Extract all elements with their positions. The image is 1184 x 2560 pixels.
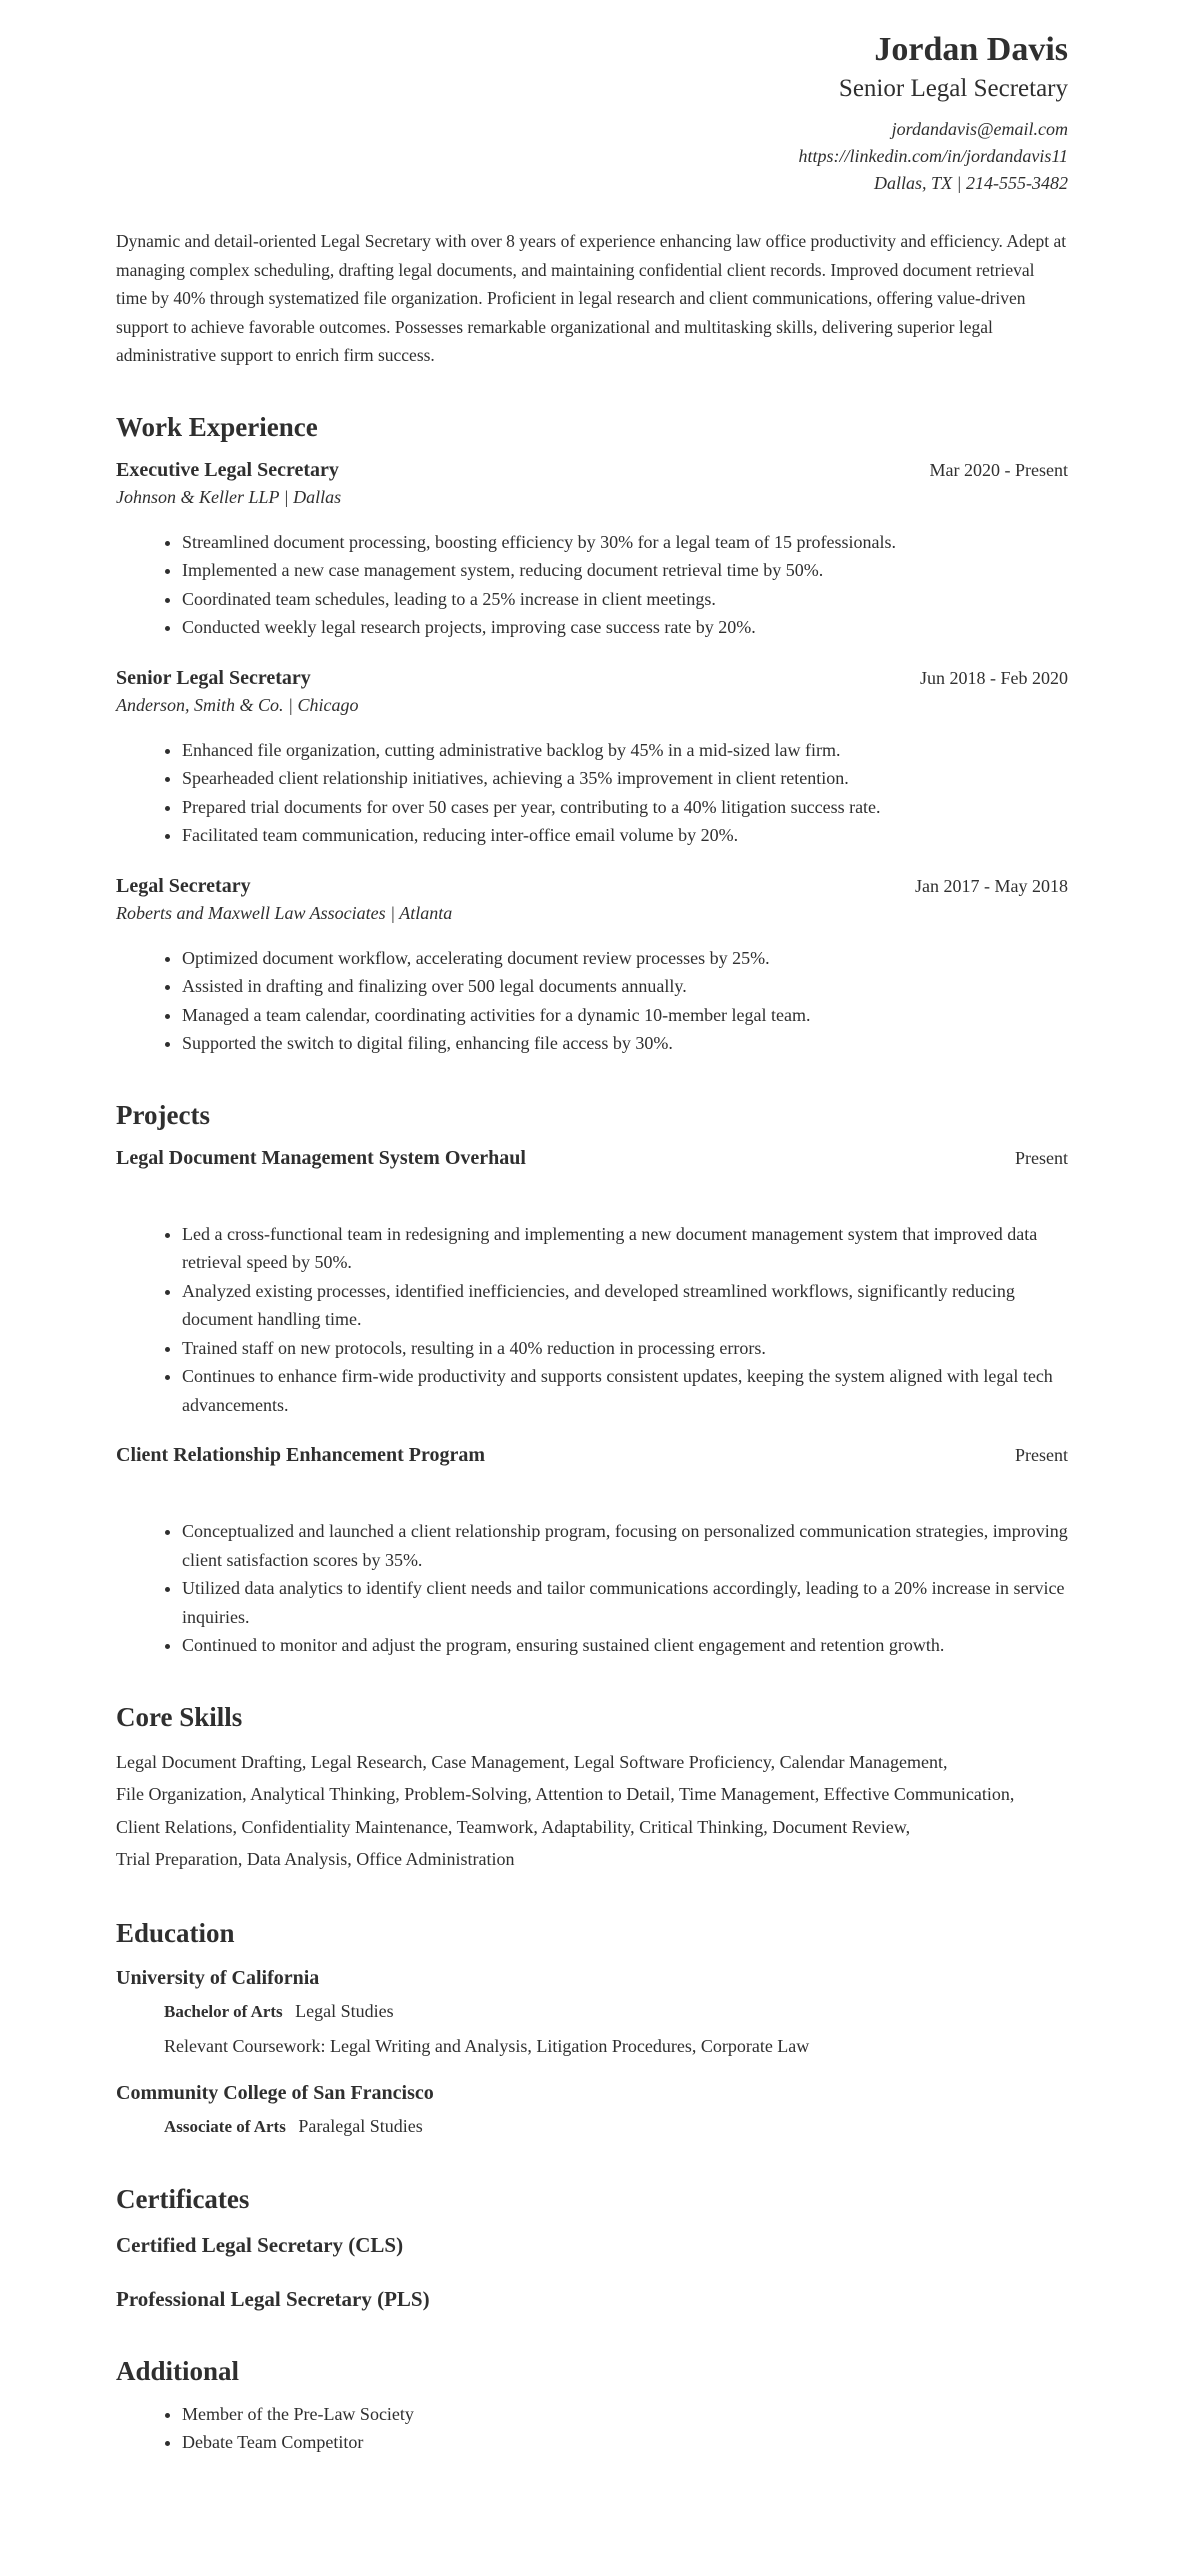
section-heading-certificates: Certificates <box>116 2183 250 2214</box>
job-title: Senior Legal Secretary <box>116 666 311 689</box>
job-title: Legal Secretary <box>116 874 251 897</box>
list-item: • Implemented a new case management system, reducing document retrieval time by 50%. <box>182 556 1068 585</box>
project-bullets <box>116 1220 1068 1420</box>
list-item: • Continues to enhance firm-wide productivity and supports consistent updates, keeping the system aligned with legal tech advancements. <box>182 1362 1068 1419</box>
list-item: • Spearheaded client relationship initiatives, achieving a 35% improvement in client retention. <box>182 764 1068 793</box>
list-item: • Enhanced file organization, cutting administrative backlog by 45% in a mid-sized law firm. <box>182 736 1068 765</box>
experience-entry <box>116 456 1068 642</box>
section-heading-additional: Additional <box>116 2355 240 2386</box>
section-heading-projects: Projects <box>116 1099 210 1130</box>
list-item: • Prepared trial documents for over 50 cases per year, contributing to a 40% litigation success rate. <box>182 793 1068 822</box>
list-item: • Member of the Pre-Law Society <box>182 2400 1068 2429</box>
additional-list <box>116 2400 1068 2457</box>
job-company: Roberts and Maxwell Law Associates | Atlanta <box>116 902 453 923</box>
skills-line: Client Relations, Confidentiality Maintenance, Teamwork, Adaptability, Critical Thinking, Document Review, <box>116 1816 911 1837</box>
project-title: Legal Document Management System Overhaul <box>116 1146 526 1169</box>
job-bullets <box>116 528 1068 642</box>
job-title: Executive Legal Secretary <box>116 458 339 481</box>
contact-location-phone: Dallas, TX | 214-555-3482 <box>874 173 1068 193</box>
summary-paragraph: Dynamic and detail-oriented Legal Secretary with over 8 years of experience enhancing law office productivity and efficiency. Adept at managing complex scheduling, drafting legal documents, and maintaining confidential client records. Improved document retrieval time by 40% through systematized file organization. Proficient in legal research and client communications, offering value-driven support to achieve favorable outcomes. Possesses remarkable organizational and multitasking skills, delivering superior legal administrative support to enrich firm success. <box>116 231 1067 365</box>
degree-name: Associate of Arts <box>164 2116 286 2136</box>
job-bullets <box>116 736 1068 850</box>
list-item: • Coordinated team schedules, leading to a 25% increase in client meetings. <box>182 585 1068 614</box>
list-item: • Facilitated team communication, reducing inter-office email volume by 20%. <box>182 821 1068 850</box>
education-entry <box>116 1964 1068 2061</box>
list-item: • Conducted weekly legal research projects, improving case success rate by 20%. <box>182 613 1068 642</box>
job-date: Jun 2018 - Feb 2020 <box>920 667 1068 688</box>
list-item: • Debate Team Competitor <box>182 2428 1068 2457</box>
skills-line: Legal Document Drafting, Legal Research, Case Management, Legal Software Proficiency, Calendar Management, <box>116 1751 948 1772</box>
job-company: Anderson, Smith & Co. | Chicago <box>116 694 359 715</box>
project-date: Present <box>1015 1147 1068 1168</box>
list-item: • Supported the switch to digital filing, enhancing file access by 30%. <box>182 1029 1068 1058</box>
skills-line: Trial Preparation, Data Analysis, Office Administration <box>116 1849 515 1869</box>
list-item: • Continued to monitor and adjust the program, ensuring sustained client engagement and retention growth. <box>182 1631 1068 1660</box>
job-date: Mar 2020 - Present <box>929 459 1068 480</box>
skills-list <box>116 1746 1068 1876</box>
degree-field: Legal Studies <box>295 2000 394 2021</box>
section-heading-skills: Core Skills <box>116 1701 243 1732</box>
list-item: • Optimized document workflow, accelerating document review processes by 25%. <box>182 944 1068 973</box>
resume-header <box>116 30 1068 197</box>
certificate-item: Certified Legal Secretary (CLS) <box>116 2232 404 2257</box>
school-name: University of California <box>116 1966 320 1989</box>
contact-email[interactable]: jordandavis@email.com <box>891 119 1068 139</box>
job-company: Johnson & Keller LLP | Dallas <box>116 486 342 507</box>
school-name: Community College of San Francisco <box>116 2081 434 2104</box>
project-date: Present <box>1015 1445 1068 1465</box>
list-item: • Conceptualized and launched a client relationship program, focusing on personalized communication strategies, improving client satisfaction scores by 35%. <box>182 1517 1068 1574</box>
certificate-item: Professional Legal Secretary (PLS) <box>116 2286 430 2311</box>
section-heading-education: Education <box>116 1917 235 1948</box>
list-item: • Managed a team calendar, coordinating activities for a dynamic 10-member legal team. <box>182 1001 1068 1030</box>
job-bullets <box>116 944 1068 1058</box>
list-item: • Trained staff on new protocols, resulting in a 40% reduction in processing errors. <box>182 1334 1068 1363</box>
skills-line: File Organization, Analytical Thinking, Problem-Solving, Attention to Detail, Time Management, Effective Communication, <box>116 1784 1015 1804</box>
list-item: • Analyzed existing processes, identified inefficiencies, and developed streamlined workflows, significantly reducing document handling time. <box>182 1277 1068 1334</box>
project-entry <box>116 1441 1068 1660</box>
project-title: Client Relationship Enhancement Program <box>116 1444 486 1466</box>
candidate-title: Senior Legal Secretary <box>838 75 1068 102</box>
degree-field: Paralegal Studies <box>298 2115 423 2136</box>
project-entry <box>116 1144 1068 1420</box>
list-item: • Led a cross-functional team in redesigning and implementing a new document management system that improved data retrieval speed by 50%. <box>182 1220 1068 1277</box>
experience-entry <box>116 664 1068 850</box>
list-item: • Streamlined document processing, boosting efficiency by 30% for a legal team of 15 professionals. <box>182 528 1068 557</box>
list-item: • Assisted in drafting and finalizing over 500 legal documents annually. <box>182 972 1068 1001</box>
education-entry <box>116 2079 1068 2142</box>
candidate-name: Jordan Davis <box>874 31 1068 68</box>
list-item: • Utilized data analytics to identify client needs and tailor communications accordingly, leading to a 20% increase in service inquiries. <box>182 1574 1068 1631</box>
section-heading-experience: Work Experience <box>116 411 318 442</box>
project-bullets <box>116 1517 1068 1660</box>
degree-name: Bachelor of Arts <box>164 2001 283 2021</box>
experience-entry <box>116 872 1068 1058</box>
coursework: Relevant Coursework: Legal Writing and Analysis, Litigation Procedures, Corporate Law <box>164 2035 810 2056</box>
contact-linkedin[interactable]: https://linkedin.com/in/jordandavis11 <box>798 146 1068 166</box>
job-date: Jan 2017 - May 2018 <box>915 875 1068 896</box>
